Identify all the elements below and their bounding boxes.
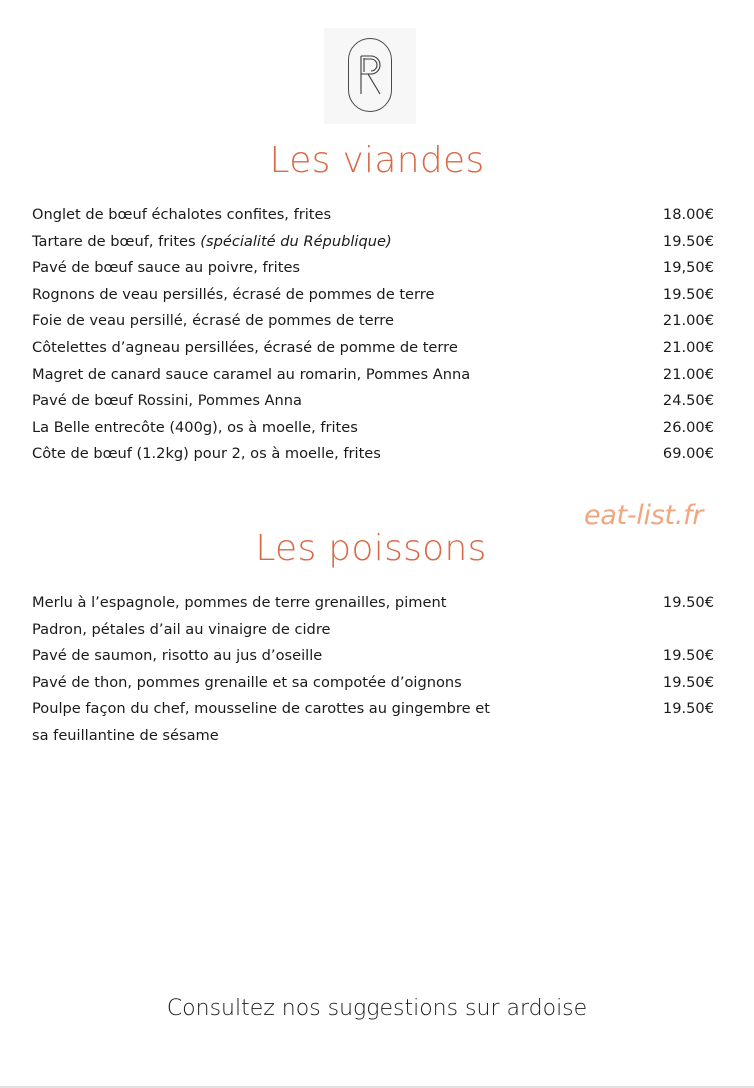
item-name-text: Onglet de bœuf échalotes confites, frites xyxy=(32,206,332,223)
item-name-text: Magret de canard sauce caramel au romarin, Pommes Anna xyxy=(32,365,471,383)
item-name xyxy=(32,202,502,229)
item-name xyxy=(32,441,502,468)
item-price: 19,50€ xyxy=(662,259,714,277)
menu-list-poissons xyxy=(32,590,714,750)
item-price: 19.50€ xyxy=(662,285,714,303)
watermark: eat-list.fr xyxy=(584,500,704,531)
item-price: 19.50€ xyxy=(662,700,714,718)
item-name xyxy=(32,696,502,749)
item-name xyxy=(32,362,502,389)
item-price: 26.00€ xyxy=(662,418,714,436)
item-name xyxy=(32,415,502,442)
footer-note: Consultez nos suggestions sur ardoise xyxy=(166,996,588,1021)
item-name-text: La Belle entrecôte (400g), os à moelle, frites xyxy=(32,418,358,436)
item-name xyxy=(32,282,502,309)
item-name-text: Poulpe façon du chef, mousseline de carottes au gingembre et sa feuillantine de sésame xyxy=(32,700,490,744)
menu-item xyxy=(32,229,714,256)
section-title-viandes: Les viandes xyxy=(269,140,485,181)
restaurant-logo xyxy=(324,28,416,124)
item-name xyxy=(32,388,502,415)
menu-item xyxy=(32,282,714,309)
menu-item xyxy=(32,643,714,670)
item-price: 19.50€ xyxy=(662,232,714,250)
item-name-text: Pavé de thon, pommes grenaille et sa compotée d’oignons xyxy=(32,673,462,691)
item-price: 21.00€ xyxy=(662,338,714,356)
item-name xyxy=(32,229,502,256)
menu-item xyxy=(32,441,714,468)
item-price: 69.00€ xyxy=(662,445,714,463)
item-price: 19.50€ xyxy=(662,673,714,691)
item-price: 24.50€ xyxy=(662,392,714,410)
menu-item xyxy=(32,335,714,362)
section-title-poissons: Les poissons xyxy=(255,528,487,569)
item-name-text: Tartare de bœuf, frites xyxy=(32,232,201,250)
menu-item xyxy=(32,308,714,335)
item-name xyxy=(32,255,502,282)
item-name xyxy=(32,643,502,670)
item-name xyxy=(32,308,502,335)
item-name-text: Rognons de veau persillés, écrasé de pommes de terre xyxy=(32,285,435,303)
item-name-text: Foie de veau persillé, écrasé de pommes de terre xyxy=(32,312,394,330)
item-name xyxy=(32,335,502,362)
item-price: 21.00€ xyxy=(662,365,714,383)
item-note: (spécialité du République) xyxy=(200,232,392,250)
item-price: 19.50€ xyxy=(662,594,714,611)
menu-item xyxy=(32,415,714,442)
item-name-text: Pavé de saumon, risotto au jus d’oseille xyxy=(32,647,323,665)
menu-item xyxy=(32,362,714,389)
menu-item xyxy=(32,696,714,749)
logo-monogram-r-icon xyxy=(357,54,383,96)
menu-list-viandes xyxy=(32,202,714,468)
item-name-text: Pavé de bœuf Rossini, Pommes Anna xyxy=(32,392,302,410)
menu-item xyxy=(32,388,714,415)
item-name-text: Côtelettes d’agneau persillées, écrasé de pomme de terre xyxy=(32,338,458,356)
menu-item xyxy=(32,670,714,697)
menu-item xyxy=(32,255,714,282)
item-name-text: Merlu à l’espagnole, pommes de terre grenailles, piment Padron, pétales d’ail au vinaigre de cidre xyxy=(32,594,447,638)
item-name xyxy=(32,590,502,643)
item-name-text: Côte de bœuf (1.2kg) pour 2, os à moelle, frites xyxy=(32,445,381,463)
logo-oval xyxy=(348,38,392,112)
menu-item xyxy=(32,202,714,229)
item-name xyxy=(32,670,502,697)
item-price: 21.00€ xyxy=(662,312,714,330)
item-name-text: Pavé de bœuf sauce au poivre, frites xyxy=(32,259,301,277)
menu-item xyxy=(32,590,714,643)
item-price: 19.50€ xyxy=(662,647,714,665)
item-price: 18.00€ xyxy=(662,206,714,223)
